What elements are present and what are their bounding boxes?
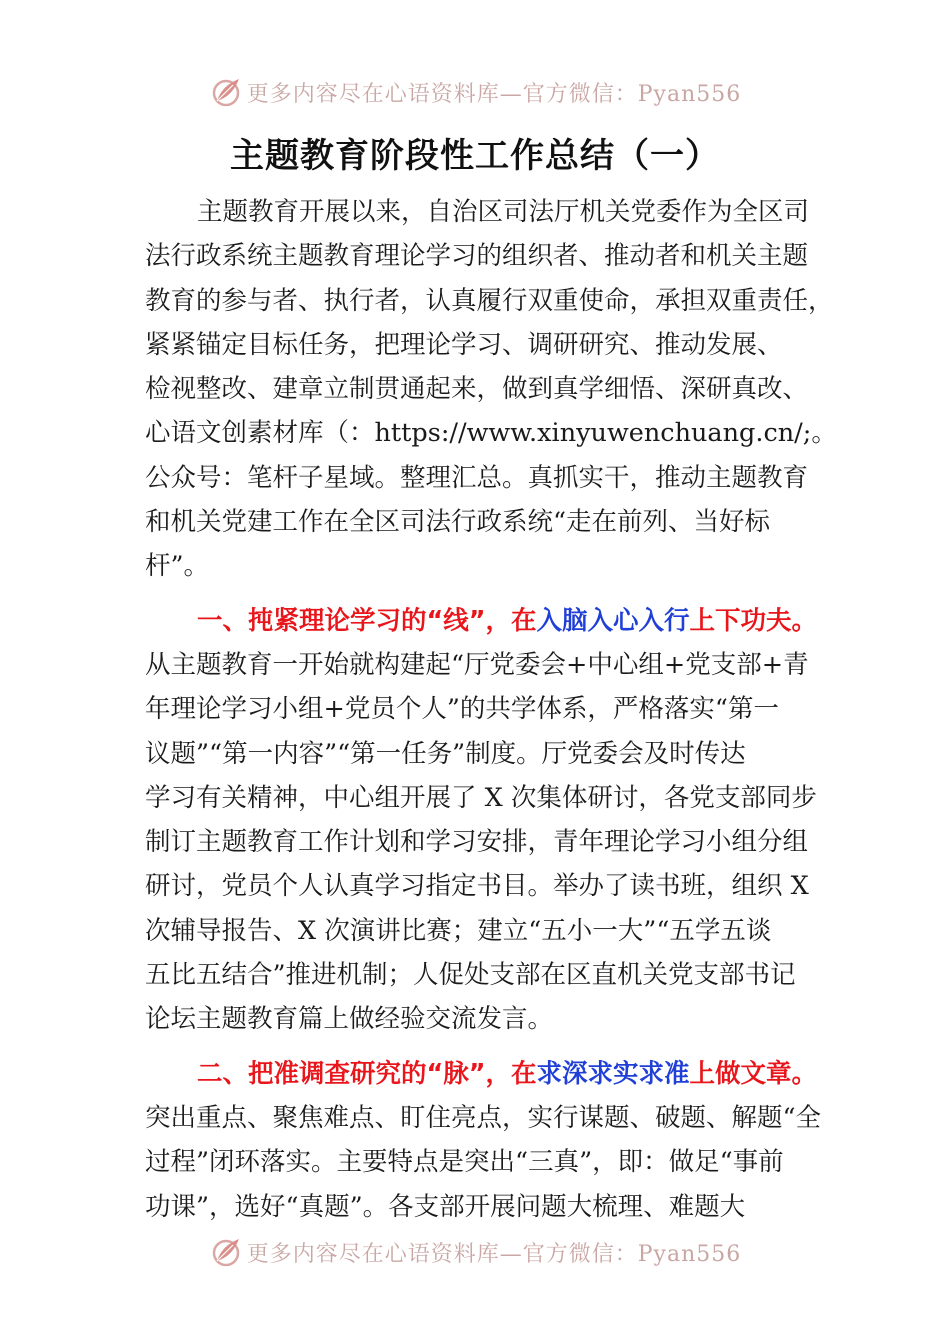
watermark-text: 更多内容尽在心语资料库—官方微信：Pyan556 [246,1241,742,1267]
text-line: 功课”，选好“真题”。各支部开展问题大梳理、难题大 [145,1191,746,1222]
heading-part: 上做文章。 [689,1058,818,1089]
text-line: 心语文创素材库（：https://www.xinyuwenchuang.cn/;。 [145,418,837,449]
text-line: 突出重点、聚焦难点、盯住亮点，实行谋题、破题、解题“全 [145,1102,822,1133]
leaf-logo-icon [209,75,243,109]
heading-highlight: 入脑入心入行 [536,605,690,636]
text-line: 研讨，党员个人认真学习指定书目。举办了读书班，组织 X [145,871,809,902]
text-line: 次辅导报告、X 次演讲比赛；建立“五小一大”“五学五谈 [145,915,772,946]
text-line: 检视整改、建章立制贯通起来，做到真学细悟、深研真改、 [145,374,809,405]
section-2 [145,1052,822,1229]
text-line: 制订主题教育工作计划和学习安排，青年理论学习小组分组 [145,827,809,858]
text-line: 学习有关精神，中心组开展了 X 次集体研讨，各党支部同步 [145,782,817,813]
text-line: 五比五结合”推进机制；人促处支部在区直机关党支部书记 [145,960,796,991]
section-heading [145,1052,817,1096]
document-title: 主题教育阶段性工作总结（一） [230,136,720,176]
heading-highlight: 求深求实求准 [536,1058,690,1089]
leaf-logo-icon [209,1235,243,1269]
text-line: 议题”“第一内容”“第一任务”制度。厅党委会及时传达 [145,738,746,769]
intro-paragraph [145,190,837,589]
text-line: 法行政系统主题教育理论学习的组织者、推动者和机关主题 [145,241,809,272]
text-line: 杆”。 [145,551,210,582]
text-line: 紧紧锚定目标任务，把理论学习、调研研究、推动发展、 [145,329,783,360]
heading-part: 一、扽紧理论学习的“线”，在 [197,605,537,636]
text-line: 年理论学习小组+党员个人”的共学体系，严格落实“第一 [145,694,779,725]
section-heading [145,599,817,643]
text-line: 从主题教育一开始就构建起“厅党委会+中心组+党支部+青 [145,649,809,680]
watermark-footer [0,1232,950,1272]
text-line: 主题教育开展以来，自治区司法厅机关党委作为全区司 [197,197,810,227]
watermark-header [0,72,950,112]
text-line: 公众号：笔杆子星域。整理汇总。真抓实干，推动主题教育 [145,462,809,493]
section-1 [145,599,817,1042]
text-line: 教育的参与者、执行者，认真履行双重使命，承担双重责任， [145,285,834,316]
text-line: 过程”闭环落实。主要特点是突出“三真”，即：做足“事前 [145,1147,784,1178]
heading-part: 二、把准调查研究的“脉”，在 [197,1058,537,1089]
text-line: 论坛主题教育篇上做经验交流发言。 [145,1004,554,1035]
text-line: 和机关党建工作在全区司法行政系统“走在前列、当好标 [145,507,771,538]
document-body [145,190,837,1229]
watermark-text: 更多内容尽在心语资料库—官方微信：Pyan556 [246,81,742,107]
heading-part: 上下功夫。 [689,605,818,636]
